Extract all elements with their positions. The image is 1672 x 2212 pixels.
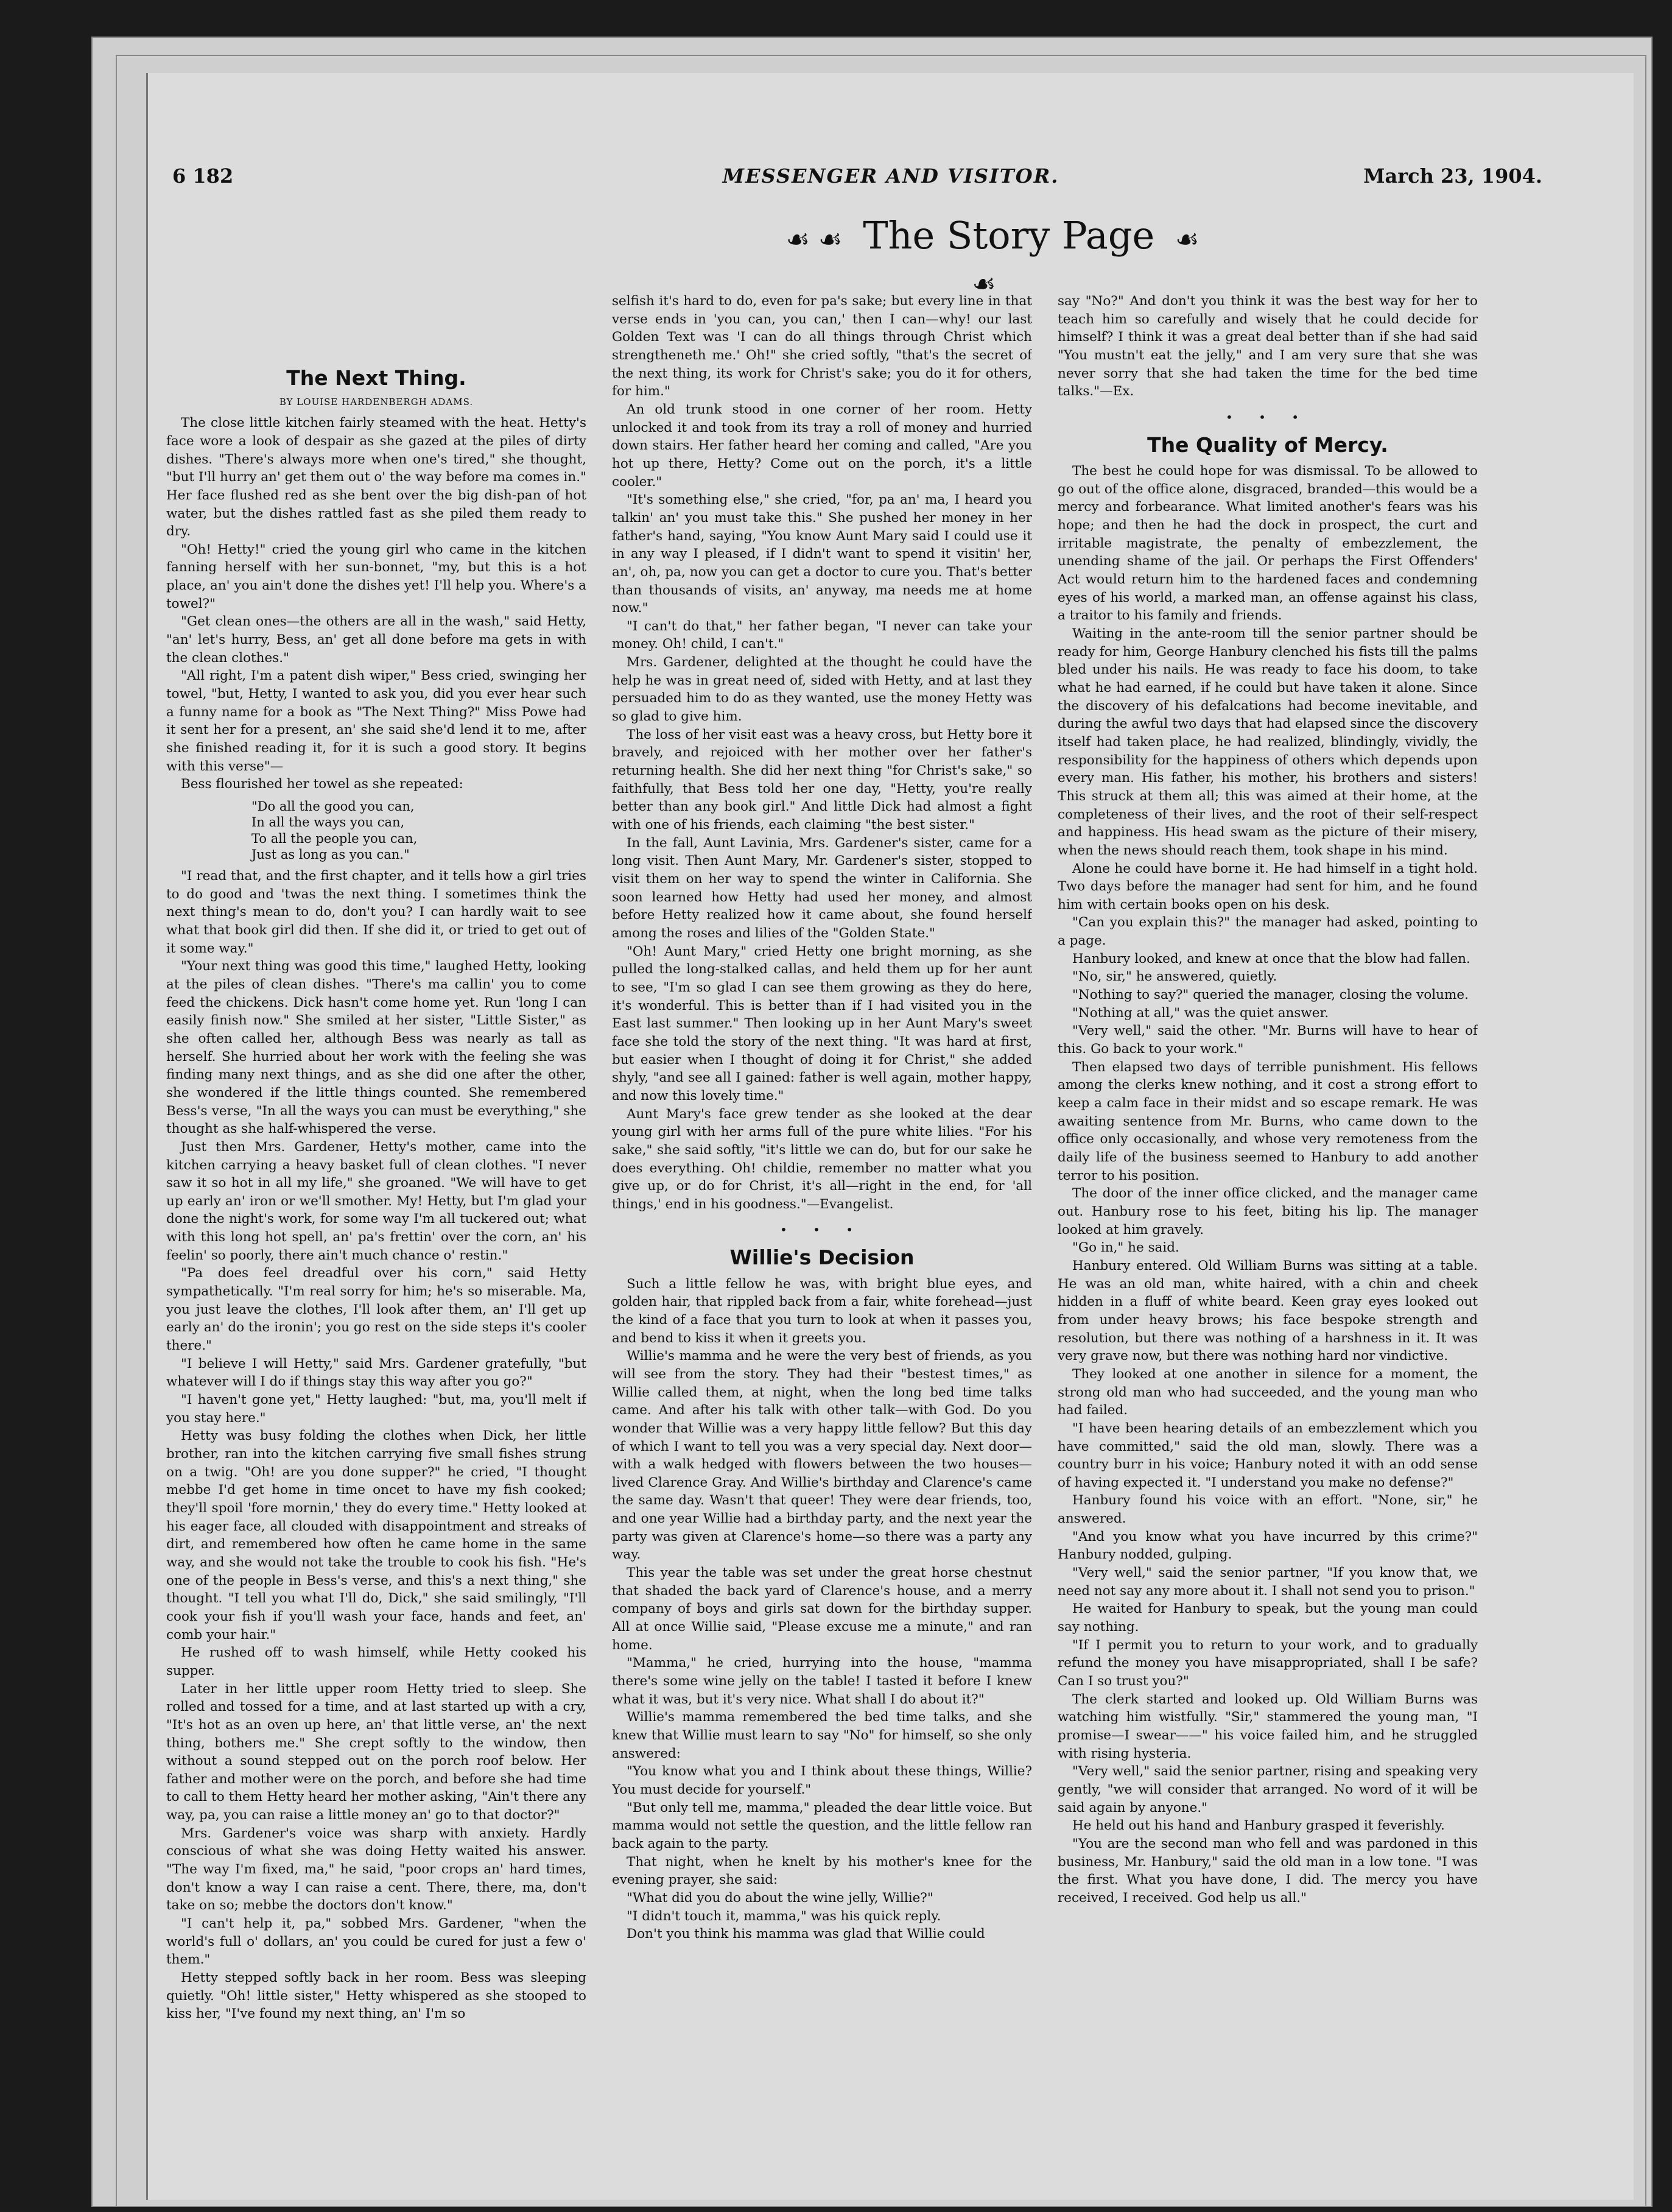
paragraph: "If I permit you to return to your work, and to gradually refund the money you have misappropriated, shall I be safe? Can I so trust you?" [1058,1637,1478,1689]
paragraph: "Nothing to say?" queried the manager, closing the volume. [1072,987,1469,1003]
paragraph: Just then Mrs. Gardener, Hetty's mother, came into the kitchen carrying a heavy basket full of clean clothes. "I never saw it so hot in all my life," she groaned. "We will have to get up early an' iron or we'll smother. My! Hetty, but I'm glad your done the night's work, for some way I'm all tuckered out; what with this long hot spell, an' pa's frettin' over the corn, an' his feelin' so poorly, there ain't much chance o' restin." [166,1139,586,1263]
paragraph: "Can you explain this?" the manager had asked, pointing to a page. [1058,915,1478,949]
paragraph: "You are the second man who fell and was pardoned in this business, Mr. Hanbury," said the old man in a low tone. "I was the first. What you have done, I did. The mercy you have received, I received. God help us all." [1058,1836,1478,1906]
paragraph: The clerk started and looked up. Old William Burns was watching him wistfully. "Sir," stammered the young man, "I promise—I swear——" his voice failed him, and he struggled with rising hysteria. [1058,1691,1478,1761]
column-2 [612,292,1032,2186]
paragraph: The best he could hope for was dismissal. To be allowed to go out of the office alone, disgraced, branded—this would be a mercy and forbearance. What limited another's fears was his hope; and then he had the dock in prospect, the curt and irritable magistrate, the penalty of embezzlement, the unending shame of the jail. Or perhaps the First Offenders' Act would return him to the hardened faces and condemning eyes of his world, a marked man, an offense against his class, a traitor to his family and friends. [1058,463,1478,624]
paragraph: Hetty was busy folding the clothes when Dick, her little brother, ran into the kitchen carrying five small fishes strung on a twig. "Oh! are you done supper?" he cried, "I thought mebbe I'd get home in time oncet to have my fish cooked; they'll spoil 'fore mornin,' they do every time." Hetty looked at his eager face, all clouded with disappointment and streaks of dirt, and remembered how often he came home in the same way, and she would not take the trouble to cook his fish. "He's one of the people in Bess's verse, and this's a next thing," she thought. "I tell you what I'll do, Dick," she said smilingly, "I'll cook your fish if you'll wash your face, hands and feet, an' comb your hair." [166,1428,586,1643]
verse-line: Just as long as you can." [251,847,410,862]
paragraph: "Oh! Aunt Mary," cried Hetty one bright morning, as she pulled the long-stalked callas, and held them up for her aunt to see, "I'm so glad I can see them growing as they do here, it's wonderful. This is better than if I had visited you in the East last summer." Then looking up in her Aunt Mary's sweet face she told the story of the next thing. "It was hard at first, but easier when I thought of doing it for Christ," she added shyly, "and see all I gained: father is well again, mother happy, and now this lovely time." [612,943,1032,1104]
paragraph: "I haven't gone yet," Hetty laughed: "but, ma, you'll melt if you stay here." [166,1392,586,1426]
paragraph: "And you know what you have incurred by this crime?" Hanbury nodded, gulping. [1058,1529,1478,1563]
paragraph: Aunt Mary's face grew tender as she looked at the dear young girl with her arms full of the pure white lilies. "For his sake," she said softly, "it's little we can do, but for our sake he does everything. Oh! childie, remember no matter what you give up, or do for Christ, it's all—right in the end, for 'all things,' end in his goodness."—Evangelist. [612,1106,1032,1212]
paragraph: "No, sir," he answered, quietly. [1072,969,1277,985]
column-1 [166,359,586,2186]
paragraph: "I can't do that," her father began, "I never can take your money. Oh! child, I can't." [612,618,1032,652]
paragraph: In the fall, Aunt Lavinia, Mrs. Gardener's sister, came for a long visit. Then Aunt Mary, Mr. Gardener's sister, stopped to visit them on her way to spend the winter in California. She soon learned how Hetty had used her money, and almost before Hetty realized how it came about, she found herself among the roses and lilies of the "Golden State." [612,835,1032,941]
paragraph: "Pa does feel dreadful over his corn," said Hetty sympathetically. "I'm real sorry for him; he's so miserable. Ma, you just leave the clothes, I'll look after them, an' I'll get up early an' do the ironin'; you go rest on the side steps it's cooler there." [166,1266,586,1354]
verse-line: To all the people you can, [251,831,418,846]
paragraph: "Oh! Hetty!" cried the young girl who came in the kitchen fanning herself with her sun-bonnet, "my, but this is a hot place, an' you ain't done the dishes yet! I'll help you. Where's a towel?" [166,541,586,611]
paragraph: "I have been hearing details of an embezzlement which you have committed," said the old man, slowly. There was a country burr in his voice; Hanbury noted it with an odd sense of having expected it. "I understand you make no defense?" [1058,1420,1478,1490]
paragraph: "Get clean ones—the others are all in the wash," said Hetty, "an' let's hurry, Bess, an' get all done before ma gets in with the clean clothes." [166,614,586,666]
paragraph: "I believe I will Hetty," said Mrs. Gardener gratefully, "but whatever will I do if things stay this way after you go?" [166,1356,586,1390]
paragraph: Bess flourished her towel as she repeated: [181,777,463,792]
paragraph: Waiting in the ante-room till the senior partner should be ready for him, George Hanbury clenched his fists till the palms bled under his nails. He was ready to face his doom, to take what he had earned, if he could but have taken it alone. Since the discovery of his defalcations had become inevitable, and during the awful two days that had elapsed since the discovery itself had taken place, he had realized, blindingly, vividly, the responsibility for the happiness of others which depends upon every man. His father, his mother, his brothers and sisters! This struck at them all; this was aimed at their home, at the completeness of their lives, and the root of their self-respect and happiness. His head swam as the picture of their misery, when the news should reach them, took shape in his mind. [1058,625,1478,858]
paragraph: Hetty stepped softly back in her room. Bess was sleeping quietly. "Oh! little sister," Hetty whispered as she stooped to kiss her, "I've found my next thing, an' I'm so [166,1970,586,2022]
paragraph: "You know what you and I think about these things, Willie? You must decide for yourself." [612,1764,1032,1797]
paragraph: The door of the inner office clicked, and the manager came out. Hanbury rose to his feet, biting his lip. The manager looked at him gravely. [1058,1186,1478,1238]
paragraph: "I didn't touch it, mamma," was his quick reply. [627,1908,941,1924]
article-byline: BY LOUISE HARDENBERGH ADAMS. [279,396,474,407]
masthead-title: MESSENGER AND VISITOR. [722,164,1059,188]
paragraph: Alone he could have borne it. He had himself in a tight hold. Two days before the manager had sent for him, and he found him with certain books open on his desk. [1058,861,1478,912]
paragraph: "Mamma," he cried, hurrying into the house, "mamma there's some wine jelly on the table! I tasted it before I knew what it was, but it's very nice. What shall I do about it?" [612,1655,1032,1707]
paragraph: They looked at one another in silence for a moment, the strong old man who had succeeded, and the young man who had failed. [1058,1366,1478,1418]
paragraph: That night, when he knelt by his mother's knee for the evening prayer, she said: [612,1854,1032,1888]
running-head [148,164,1634,201]
section-title: The Story Page [863,213,1155,258]
newspaper-page [146,73,1634,2200]
article-title: Willie's Decision [729,1245,915,1270]
leaf-ornament-icon: ☙ ☙ [972,224,1200,300]
paragraph: This year the table was set under the great horse chestnut that shaded the back yard of Clarence's house, and a merry company of boys and girls sat down for the birthday supper. All at once Willie said, "Please excuse me a minute," and ran home. [612,1565,1032,1653]
leaf-ornament-icon: ☙ ☙ [785,224,843,255]
paragraph: He waited for Hanbury to speak, but the young man could say nothing. [1058,1601,1478,1635]
paragraph: He held out his hand and Hanbury grasped it feverishly. [1072,1818,1445,1834]
paragraph: "I read that, and the first chapter, and it tells how a girl tries to do good and 'twas the next thing. I sometimes think the next thing's mean to do, don't you? I can hardly wait to see what that book girl did then. If she did it, or tried to get out of it some way." [166,868,586,956]
paragraph: "All right, I'm a patent dish wiper," Bess cried, swinging her towel, "but, Hetty, I wanted to ask you, did you ever hear such a funny name for a book as "The Next Thing?" Miss Powe had it sent her for a present, an' she said she'd lend it to me, after she finished reading it, for it is such a good story. It begins with this verse"— [166,668,586,774]
verse [251,798,586,862]
issue-date: March 23, 1904. [1363,164,1542,188]
paragraph: "Nothing at all," was the quiet answer. [1072,1005,1329,1021]
section-separator: • • • [779,1222,865,1238]
paragraph: The close little kitchen fairly steamed with the heat. Hetty's face wore a look of despair as she gazed at the piles of dirty dishes. "There's always more when one's tired," she thought, "but I'll hurry an' get them out o' the way before ma comes in." Her face flushed red as she bent over the big dish-pan of hot water, but the dishes rattled fast as she piled them ready to dry. [166,415,586,540]
paragraph: Mrs. Gardener's voice was sharp with anxiety. Hardly conscious of what she was doing Hetty waited his answer. "The way I'm fixed, ma," he said, "poor crops an' hard times, don't know a way I can raise a cent. There, there, ma, don't take on so; mebbe the doctors don't know." [166,1825,586,1914]
paragraph: "Very well," said the senior partner, rising and speaking very gently, "we will consider that arranged. No word of it will be said again by anyone." [1058,1764,1478,1816]
paragraph: Hanbury entered. Old William Burns was sitting at a table. He was an old man, white haired, with a chin and cheek hidden in a fluff of white beard. Keen gray eyes looked out from under heavy brows; his face bespoke strength and resolution, but there was nothing of a harshness in it. It was very grave now, but there was nothing hard nor vindictive. [1058,1258,1478,1364]
paragraph: "Your next thing was good this time," laughed Hetty, looking at the piles of clean dishes. "There's ma callin' you to come feed the chickens. Dick hasn't come home yet. Run 'long I can easily finish now." She smiled at her sister, "Little Sister," as she often called her, although Bess was nearly as tall as herself. She hurried about her work with the feeling she was finding many next things, and as she did one after the other, she wondered if the little things counted. She remembered Bess's verse, "In all the ways you can must be everything," she thought as she half-whispered the verse. [166,959,586,1137]
paragraph: "Very well," said the other. "Mr. Burns will have to hear of this. Go back to your work." [1058,1023,1478,1057]
paragraph: Such a little fellow he was, with bright blue eyes, and golden hair, that rippled back from a fair, white forehead—just the kind of a face that you turn to look at when it passes you, and bend to kiss it when it greets you. [612,1276,1032,1346]
paragraph: Hanbury found his voice with an effort. "None, sir," he answered. [1058,1493,1478,1527]
section-separator: • • • [1225,409,1310,424]
paragraph: "What did you do about the wine jelly, Willie?" [627,1890,933,1906]
paragraph: An old trunk stood in one corner of her room. Hetty unlocked it and took from its tray a roll of money and hurried down stairs. Her father heard her coming and called, "Are you hot up there, Hetty? Come out on the porch, it's a little cooler." [612,401,1032,490]
paragraph: selfish it's hard to do, even for pa's sake; but every line in that verse ends in 'you can, you can,' then I can—why! our last Golden Text was 'I can do all things through Christ which strengtheneth me.' Oh!" she cried softly, "that's the secret of the next thing, its work for Christ's sake; you do it for others, for him." [612,294,1032,400]
paragraph: Mrs. Gardener, delighted at the thought he could have the help he was in great need of, sided with Hetty, and at last they persuaded him to do as they wanted, use the money Hetty was so glad to give him. [612,655,1032,725]
paragraph: "Very well," said the senior partner, "If you know that, we need not say any more about it. I shall not send you to prison." [1058,1565,1478,1599]
paragraph: say "No?" And don't you think it was the best way for her to teach him so carefully and wisely that he could decide for himself? I think it was a great deal better than if she had said "You mustn't eat the jelly," and I am very sure that she was never sorry that she had taken the time for the bed time talks."—Ex. [1058,294,1478,400]
verse-line: "Do all the good you can, [251,799,415,814]
article-title: The Quality of Mercy. [1147,432,1388,457]
paragraph: Don't you think his mamma was glad that Willie could [627,1926,985,1942]
paragraph: Willie's mamma and he were the very best of friends, as you will see from the story. They had their "bestest times," as Willie called them, at night, when the long bed time talks came. And after his talk with other talk—with God. Do you wonder that Willie was a very happy little fellow? But this day of which I want to tell you was a very special day. Next door—with a walk hedged with flowers between the two houses—lived Clarence Gray. And Willie's birthday and Clarence's came the same day. Wasn't that queer! They were dear friends, too, and one year Willie had a birthday party, and the next year the party was given at Clarence's home—so there was a party any way. [612,1348,1032,1563]
paragraph: "But only tell me, mamma," pleaded the dear little voice. But mamma would not settle the question, and the little fellow ran back again to the party. [612,1800,1032,1851]
paragraph: He rushed off to wash himself, while Hetty cooked his supper. [166,1645,586,1678]
paragraph: "I can't help it, pa," sobbed Mrs. Gardener, "when the world's full o' dollars, an' you could be cured for just a few o' them." [166,1916,586,1968]
paragraph: The loss of her visit east was a heavy cross, but Hetty bore it bravely, and rejoiced with her mother over her father's returning health. She did her next thing "for Christ's sake," so faithfully, that Bess told her one day, "Hetty, you're really better than any book girl." And little Dick had almost a fight with one of his friends, each claiming "the best sister." [612,727,1032,833]
column-3 [1058,292,1478,2186]
paragraph: "Go in," he said. [1072,1240,1179,1256]
paragraph: Then elapsed two days of terrible punishment. His fellows among the clerks knew nothing, and it cost a strong effort to keep a calm face in their midst and so escape remark. He was awaiting sentence from Mr. Burns, who came down to the office only occasionally, and whose very remoteness from the daily life of the business seemed to Hanbury to add another terror to his position. [1058,1059,1478,1183]
paragraph: Later in her little upper room Hetty tried to sleep. She rolled and tossed for a time, and at last started up with a cry, "It's hot as an oven up here, an' that little verse, an' the next thing, bothers me." She crept softly to the window, then without a sound stepped out on the porch roof below. Her father and mother were on the porch, and before she had time to call to them Hetty heard her mother asking, "Ain't there any way, pa, you can raise a little money an' go to that doctor?" [166,1681,586,1823]
page-number: 6 182 [172,164,234,188]
section-banner [757,213,1220,302]
article-title: The Next Thing. [286,366,466,390]
verse-line: In all the ways you can, [251,815,405,830]
paragraph: Hanbury looked, and knew at once that the blow had fallen. [1072,951,1470,967]
paragraph: Willie's mamma remembered the bed time talks, and she knew that Willie must learn to say "No" for himself, so she only answered: [612,1710,1032,1761]
paragraph: "It's something else," she cried, "for, pa an' ma, I heard you talkin' an' you must take this." She pushed her money in her father's hand, saying, "You know Aunt Mary said I could use it in any way I pleased, if I didn't want to spend it visitin' her, an', oh, pa, now you can get a doctor to cure you. That's better than thousands of visits, an' anyway, ma needs me at home now." [612,492,1032,616]
